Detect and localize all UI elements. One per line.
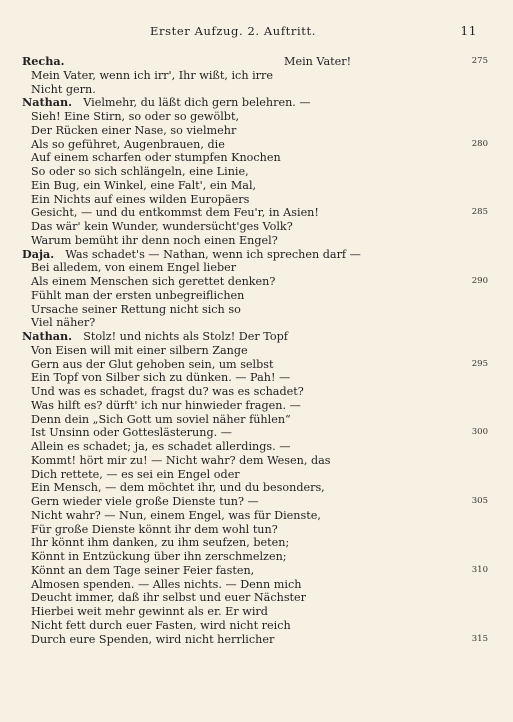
line-text: Gern aus der Glut gehoben sein, um selbst [31,357,274,371]
verse-line [22,591,444,605]
page-header [0,24,513,40]
verse-line [22,468,444,482]
line-text: Ein Topf von Silber sich zu dünken. — Pah! — [31,371,291,385]
verse-line [22,54,488,69]
speaker-name: Nathan. [22,329,73,343]
line-text: Gern wieder viele große Dienste tun? — [31,495,259,508]
line-text: Was hilft es? dürft' ich nur hinwieder fragen. — [31,398,301,412]
line-text: Ursache seiner Rettung nicht sich so [31,302,241,316]
verse-line [22,536,444,550]
line-number: 280 [471,138,488,149]
verse-text [22,54,488,646]
verse-line [22,248,444,262]
verse-line [22,110,444,124]
verse-line [22,619,444,633]
line-number: 305 [471,496,488,506]
verse-line [22,234,444,248]
verse-line [22,137,488,152]
verse-line [22,316,444,330]
line-text: Vielmehr, du läßt dich gern belehren. — [83,96,311,110]
line-text: Für große Dienste könnt ihr dem wohl tun? [31,522,278,536]
verse-line [22,578,444,592]
line-text: Könnt an dem Tage seiner Feier fasten, [31,563,255,577]
line-text-right: Mein Vater! [284,55,352,68]
line-text: Dich rettete, — es sei ein Engel oder [31,467,240,481]
line-number: 310 [471,564,488,575]
verse-line [22,151,444,165]
line-text: So oder so sich schlängeln, eine Linie, [31,165,249,178]
line-number: 295 [471,358,488,369]
line-text: Ihr könnt ihm danken, zu ihm seufzen, beten; [31,536,290,550]
line-text: Das wär' kein Wunder, wundersücht'ges Volk? [31,220,293,233]
line-number: 315 [471,633,488,644]
verse-line [22,261,444,275]
line-text: Auf einem scharfen oder stumpfen Knochen [31,151,281,165]
line-text: Nicht gern. [31,82,96,96]
line-text: Ein Bug, ein Winkel, eine Falt', ein Mal, [31,178,257,192]
verse-line [22,399,444,413]
verse-line [22,69,444,83]
verse-line [22,454,444,468]
line-text: Ein Nichts auf eines wilden Europäers [31,192,250,206]
running-head: Erster Aufzug. 2. Auftritt. [150,24,316,38]
verse-line [22,481,444,495]
verse-line [22,289,444,303]
verse-line [22,357,488,372]
verse-line [22,563,488,578]
line-text: Von Eisen will mit einer silbern Zange [31,343,248,357]
line-text: Deucht immer, daß ihr selbst und euer Nächster [31,591,307,605]
verse-line [22,550,444,564]
line-text: Kommt! hört mir zu! — Nicht wahr? dem Wesen, das [31,453,331,467]
speaker-name: Recha. [22,54,65,68]
line-text: Fühlt man der ersten unbegreiflichen [31,288,245,302]
verse-line [22,220,444,234]
verse-line [22,509,444,523]
line-text: Durch eure Spenden, wird nicht herrlicher [31,632,275,646]
line-text: Sieh! Eine Stirn, so oder so gewölbt, [31,110,240,123]
line-text: Ist Unsinn oder Gotteslästerung. — [31,426,232,440]
verse-line [22,440,444,454]
line-text: Und was es schadet, fragst du? was es schadet? [31,385,304,398]
line-number: 275 [471,56,488,66]
speaker-name: Nathan. [22,95,73,110]
line-text: Der Rücken einer Nase, so vielmehr [31,123,237,137]
line-text: Als so geführet, Augenbrauen, die [31,137,225,151]
line-text: Gesicht, — und du entkommst dem Feu'r, in Asien! [31,206,319,220]
line-text: Bei alledem, von einem Engel lieber [31,261,237,275]
verse-line [22,413,444,427]
line-text: Was schadet's — Nathan, wenn ich sprechen darf — [65,247,361,261]
verse-line [22,605,444,619]
verse-line [22,495,488,509]
verse-line [22,275,488,289]
line-text: Warum bemüht ihr denn noch einen Engel? [31,233,278,247]
line-text: Als einem Menschen sich gerettet denken? [31,275,276,288]
line-text: Stolz! und nichts als Stolz! Der Topf [83,330,288,343]
line-text: Almosen spenden. — Alles nichts. — Denn mich [31,577,302,591]
line-text: Könnt in Entzückung über ihn zerschmelzen; [31,550,287,563]
speaker-name: Daja. [22,246,55,261]
line-number: 290 [471,276,488,286]
verse-line [22,206,488,220]
verse-line [22,83,444,97]
verse-line [22,371,444,385]
page-number: 11 [460,24,477,38]
verse-line [22,124,444,138]
verse-line [22,385,444,399]
line-number: 300 [471,427,488,438]
verse-line [22,303,444,317]
line-text: Allein es schadet; ja, es schadet allerdings. — [31,440,291,453]
verse-line [22,330,444,344]
line-text: Mein Vater, wenn ich irr', Ihr wißt, ich irre [31,68,273,82]
verse-line [22,193,444,207]
verse-line [22,632,488,647]
line-text: Hierbei weit mehr gewinnt als er. Er wird [31,605,268,618]
verse-line [22,96,444,110]
line-text: Viel näher? [31,316,96,330]
line-number: 285 [471,207,488,218]
verse-line [22,179,444,193]
line-text: Denn dein „Sich Gott um soviel näher fühlen“ [31,412,291,426]
verse-line [22,165,444,179]
line-text: Nicht fett durch euer Fasten, wird nicht reich [31,618,291,632]
verse-line [22,426,488,440]
line-text: Ein Mensch, — dem möchtet ihr, und du besonders, [31,481,325,495]
verse-line [22,344,444,358]
verse-line [22,523,444,537]
line-text: Nicht wahr? — Nun, einem Engel, was für Dienste, [31,508,321,522]
